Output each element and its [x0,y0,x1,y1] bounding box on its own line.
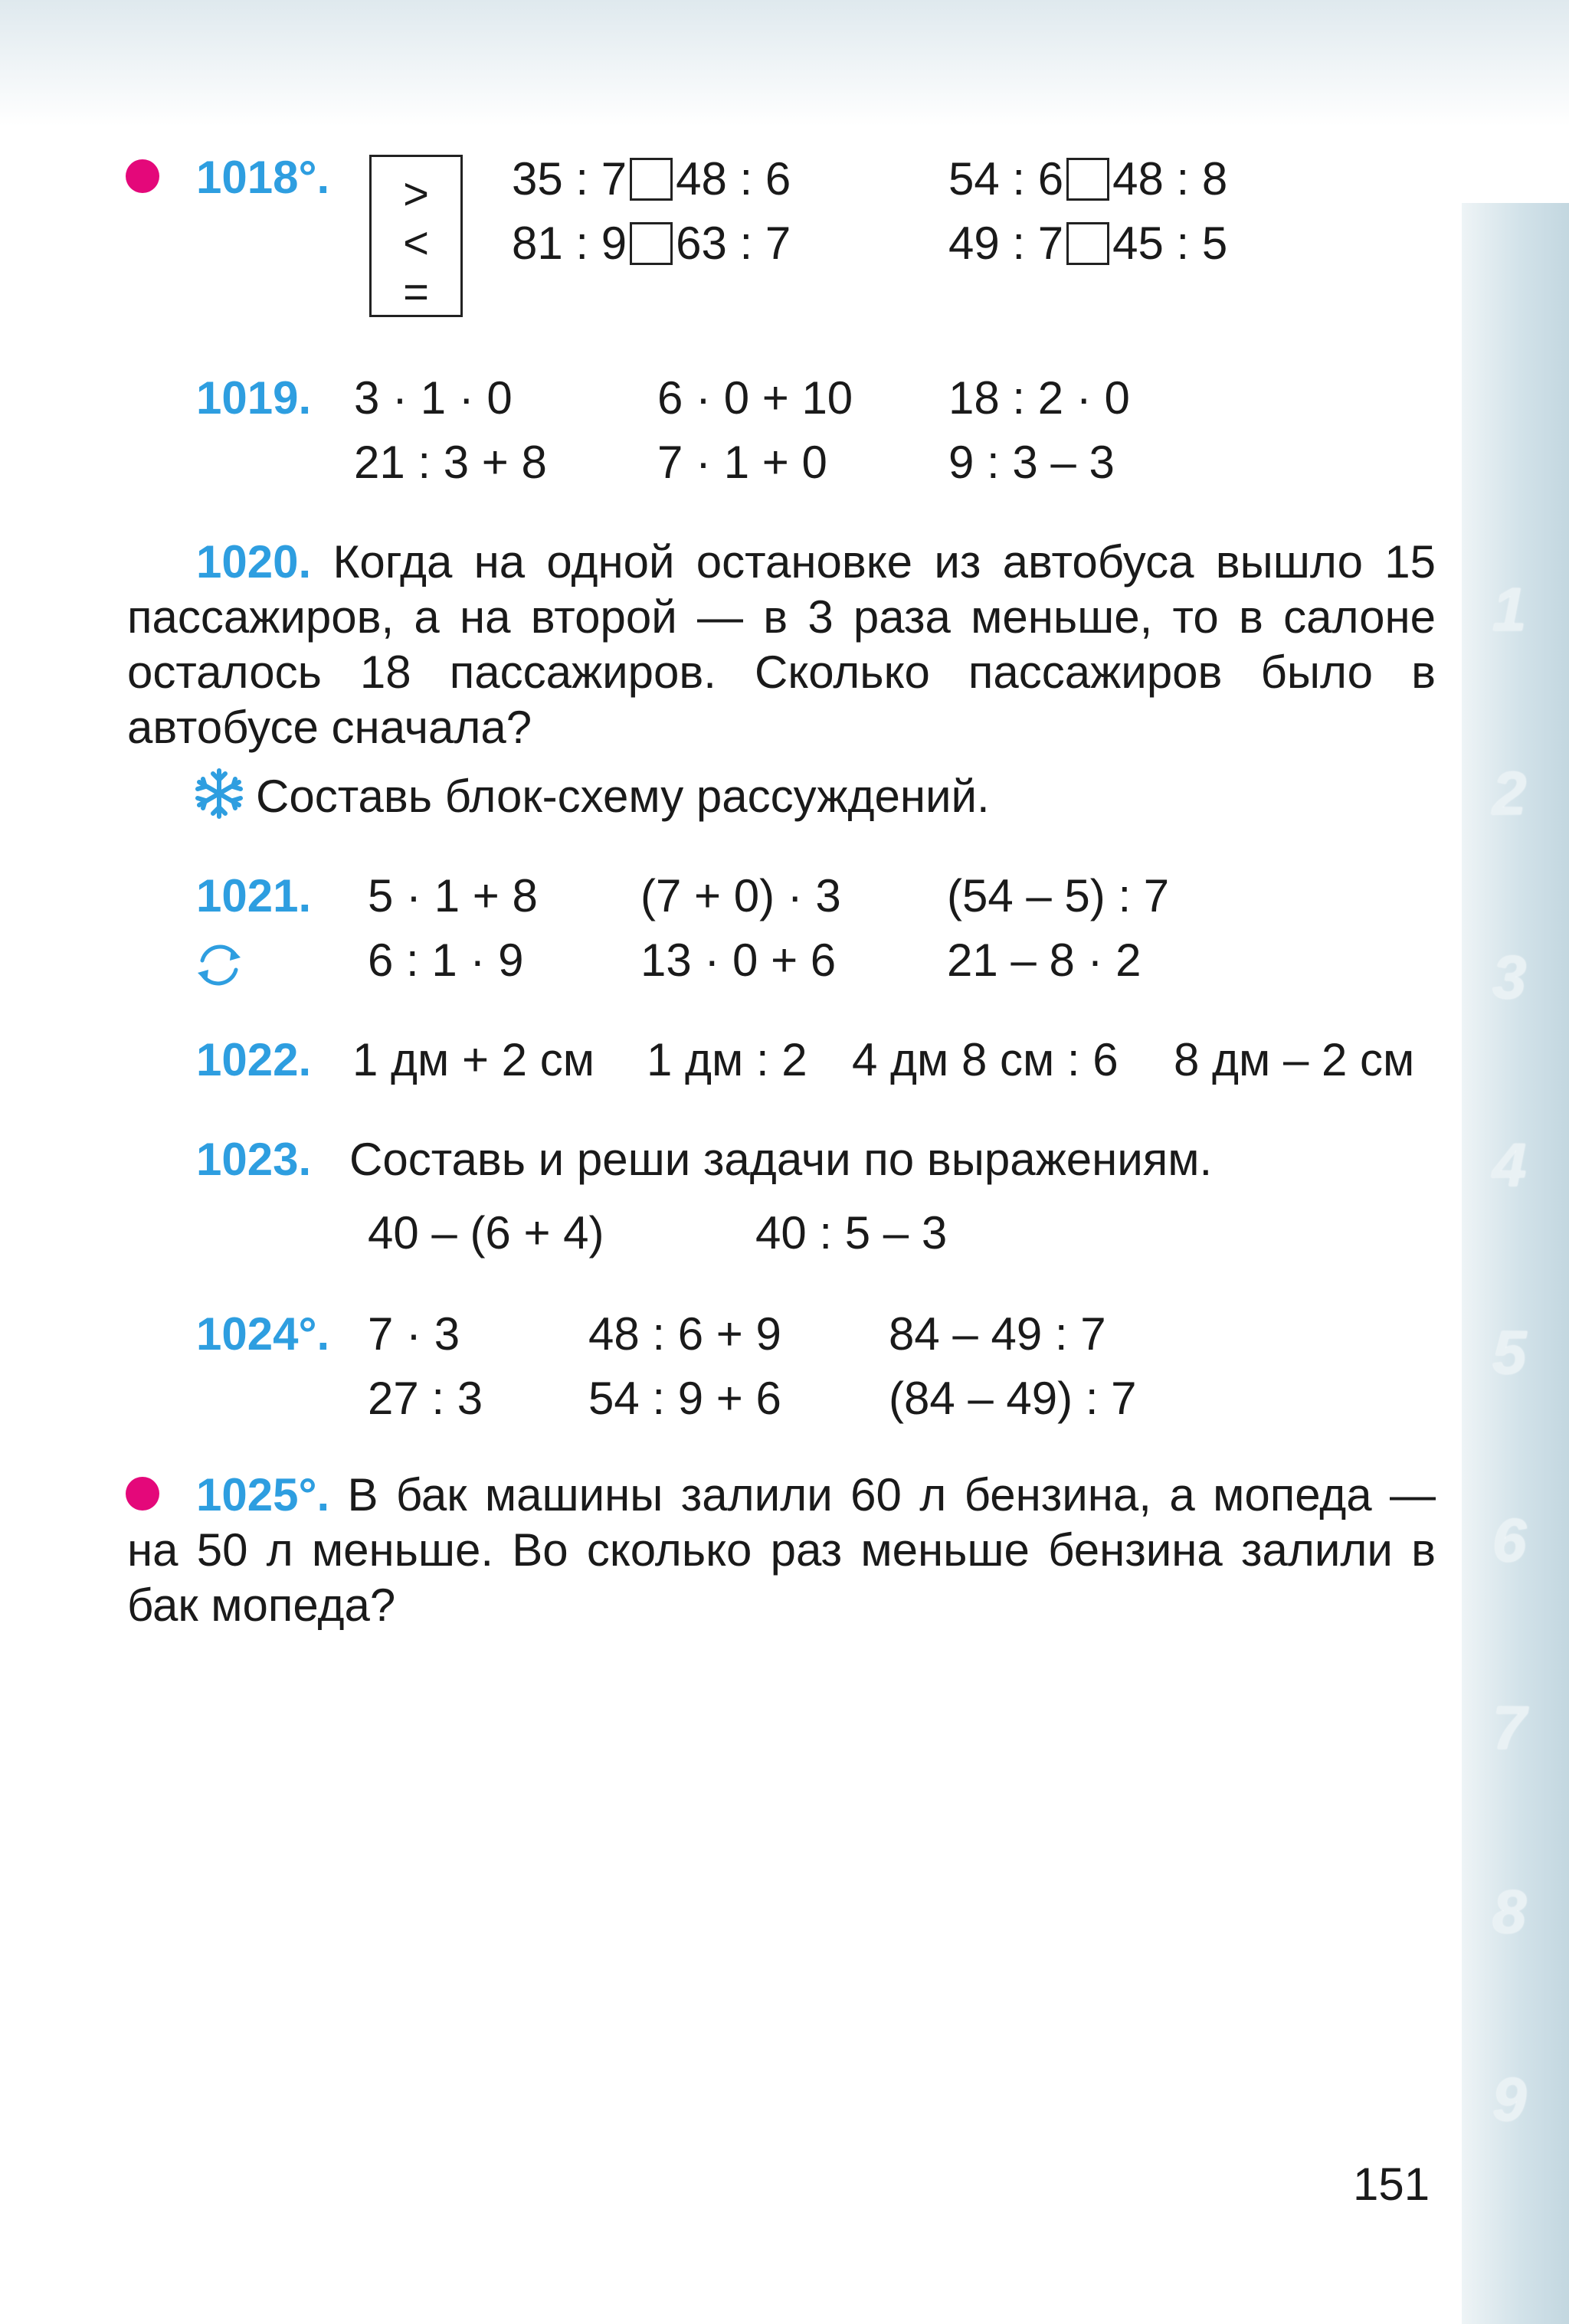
expression: 6 · 0 + 10 [657,372,853,424]
top-band [0,0,1569,126]
expression: 7 · 3 [368,1308,460,1360]
expression: 18 : 2 · 0 [948,372,1130,424]
problem-body: Когда на одной остановке из автобуса вышло 15 пассажиров, а на второй — в 3 раза меньше, то в салоне осталось 18 пассажиров. Сколько пассажиров было в автобусе сначала? [127,536,1436,753]
expression: 48 : 6 + 9 [588,1308,781,1360]
expression: (54 – 5) : 7 [947,870,1170,921]
expression: 48 : 8 [1112,153,1228,205]
answer-box[interactable] [630,158,673,201]
answer-box[interactable] [1066,222,1109,265]
compare-row-2-right [948,218,1228,269]
task-number-1018: 1018°. [196,152,330,203]
expression: 63 : 7 [676,218,791,269]
side-tab-2: 2 [1492,759,1527,827]
task-number-1022: 1022. [196,1034,312,1085]
expression: 48 : 6 [676,153,791,205]
problem-text-1020 [127,535,1436,755]
expression: 21 : 3 + 8 [354,437,547,488]
side-tab-3: 3 [1492,943,1527,1011]
expression: (84 – 49) : 7 [889,1373,1137,1424]
expression: 49 : 7 [948,218,1064,269]
expression: 54 : 6 [948,153,1064,205]
side-tab-8: 8 [1492,1877,1527,1946]
page-number: 151 [1353,2159,1430,2210]
expression: 5 · 1 + 8 [368,870,538,921]
side-tab-6: 6 [1492,1506,1527,1574]
chapter-sidebar [1462,203,1569,2324]
side-tab-9: 9 [1492,2065,1527,2133]
expression: 1 дм + 2 см [352,1034,595,1085]
expression: 45 : 5 [1112,218,1228,269]
sign-choice-box [369,155,463,317]
side-tab-7: 7 [1492,1694,1527,1762]
snowflake-icon [192,766,247,821]
side-tab-4: 4 [1492,1131,1527,1199]
cycle-arrows-icon [192,938,247,993]
expression: 27 : 3 [368,1373,483,1424]
expression: 8 дм – 2 см [1174,1034,1415,1085]
expression: 40 : 5 – 3 [755,1207,948,1259]
compare-row-1-right [948,153,1228,205]
expression: 13 · 0 + 6 [640,935,837,986]
expression: 54 : 9 + 6 [588,1373,781,1424]
expression: 35 : 7 [512,153,627,205]
expression: (7 + 0) · 3 [640,870,841,921]
expression: 4 дм 8 см : 6 [852,1034,1119,1085]
task-number-1019: 1019. [196,372,312,424]
sign-less: < [403,218,429,268]
expression: 40 – (6 + 4) [368,1207,604,1259]
expression: 81 : 9 [512,218,627,269]
problem-body: Составь и реши задачи по выражениям. [349,1134,1213,1185]
expression: 7 · 1 + 0 [657,437,827,488]
sign-greater: > [403,169,429,219]
task-number-1020: 1020. [196,536,312,588]
task-number-1023: 1023. [196,1134,312,1185]
expression: 1 дм : 2 [647,1034,807,1085]
task-number-1024: 1024°. [196,1308,330,1360]
task-number-1025: 1025°. [196,1469,330,1520]
bullet-1018 [126,159,159,193]
side-tab-1: 1 [1492,575,1527,643]
side-tab-5: 5 [1492,1318,1527,1386]
task-number-1021: 1021. [196,870,312,921]
expression: 3 · 1 · 0 [354,372,513,424]
hint-text: Составь блок-схему рассуждений. [256,771,990,822]
problem-body: В бак машины залили 60 л бензина, а мопеда — на 50 л меньше. Во сколько раз меньше бензина залили в бак мопеда? [127,1469,1436,1631]
compare-row-1-left [512,153,791,205]
expression: 6 : 1 · 9 [368,935,524,986]
expression: 84 – 49 : 7 [889,1308,1106,1360]
sign-equal: = [403,267,429,317]
answer-box[interactable] [1066,158,1109,201]
expression: 21 – 8 · 2 [947,935,1142,986]
compare-row-2-left [512,218,791,269]
problem-text-1025 [127,1468,1436,1633]
answer-box[interactable] [630,222,673,265]
expression: 9 : 3 – 3 [948,437,1115,488]
